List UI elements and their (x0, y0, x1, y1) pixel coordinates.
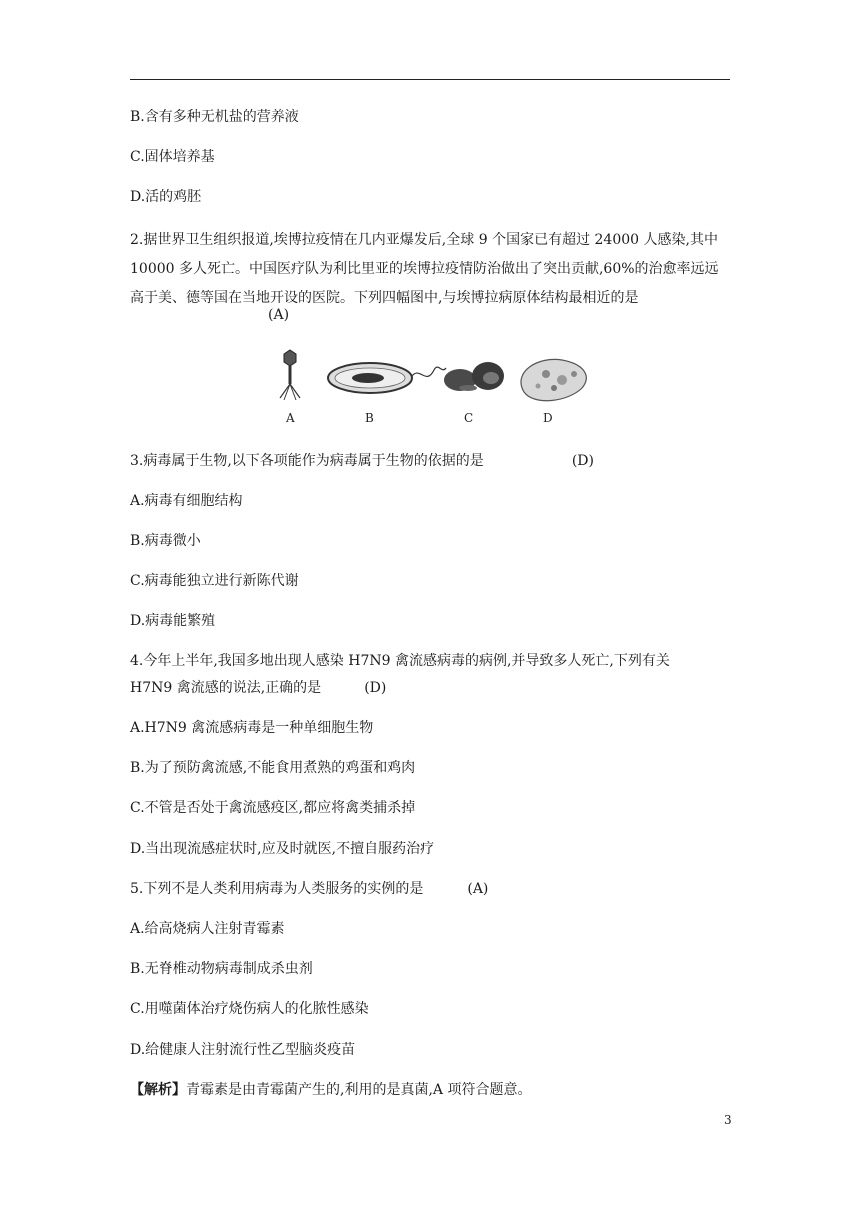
figure-label-d: D (543, 411, 553, 425)
page-number: 3 (724, 1113, 732, 1127)
header-rule (130, 79, 730, 80)
q4-stem-text: H7N9 禽流感的说法,正确的是 (130, 680, 322, 696)
q4-answer: (D) (364, 680, 387, 696)
q5-stem-text: 5.下列不是人类利用病毒为人类服务的实例的是 (130, 881, 424, 897)
q4-stem-line1: 4.今年上半年,我国多地出现人感染 H7N9 禽流感病毒的病例,并导致多人死亡,下列有关 (130, 653, 670, 669)
q2-figure (262, 346, 602, 428)
q4-option-b: B.为了预防禽流感,不能食用煮熟的鸡蛋和鸡肉 (130, 760, 416, 776)
q3-stem (130, 451, 594, 471)
q5-option-b: B.无脊椎动物病毒制成杀虫剂 (130, 961, 313, 977)
q1-option-c: C.固体培养基 (130, 149, 215, 165)
q2-stem: 2.据世界卫生组织报道,埃博拉疫情在几内亚爆发后,全球 9 个国家已有超过 24000 人感染,其中 10000 多人死亡。中国医疗队为利比里亚的埃博拉疫情防治做出了突出贡献,60%的治愈率远远高于美、德等国在当地开设的医院。下列四幅图中,与埃博拉病原体结构最相近的是 (130, 232, 719, 306)
q3-option-a: A.病毒有细胞结构 (130, 493, 243, 509)
q3-answer: (D) (571, 453, 594, 469)
q4-option-c: C.不管是否处于禽流感疫区,都应将禽类捕杀掉 (130, 800, 416, 816)
q1-option-d: D.活的鸡胚 (130, 189, 202, 205)
paramecium-image (521, 359, 586, 400)
q5-option-c: C.用噬菌体治疗烧伤病人的化脓性感染 (130, 1001, 369, 1017)
figure-label-b: B (365, 411, 374, 425)
q2-answer: (A) (268, 307, 290, 323)
q3-stem-text: 3.病毒属于生物,以下各项能作为病毒属于生物的依据的是 (130, 453, 484, 469)
q4-option-d: D.当出现流感症状时,应及时就医,不擅自服药治疗 (130, 841, 435, 857)
fungus-image (444, 362, 504, 391)
q5-option-d: D.给健康人注射流行性乙型脑炎疫苗 (130, 1042, 356, 1058)
q1-option-b: B.含有多种无机盐的营养液 (130, 109, 299, 125)
q4-stem-line2 (130, 678, 386, 698)
q3-option-c: C.病毒能独立进行新陈代谢 (130, 573, 299, 589)
q3-option-b: B.病毒微小 (130, 533, 201, 549)
q5-option-a: A.给高烧病人注射青霉素 (130, 921, 285, 937)
figure-label-c: C (464, 411, 474, 425)
analysis (130, 1080, 531, 1100)
q4-option-a: A.H7N9 禽流感病毒是一种单细胞生物 (130, 720, 374, 736)
analysis-tag: 【解析】 (130, 1082, 186, 1098)
q3-option-d: D.病毒能繁殖 (130, 613, 216, 629)
figure-label-a: A (286, 411, 295, 425)
analysis-text: 青霉素是由青霉菌产生的,利用的是真菌,A 项符合题意。 (186, 1082, 532, 1098)
q5-answer: (A) (467, 881, 489, 897)
q5-stem (130, 879, 488, 899)
bacteriophage-image (280, 350, 300, 400)
bacterium-image (328, 363, 446, 393)
